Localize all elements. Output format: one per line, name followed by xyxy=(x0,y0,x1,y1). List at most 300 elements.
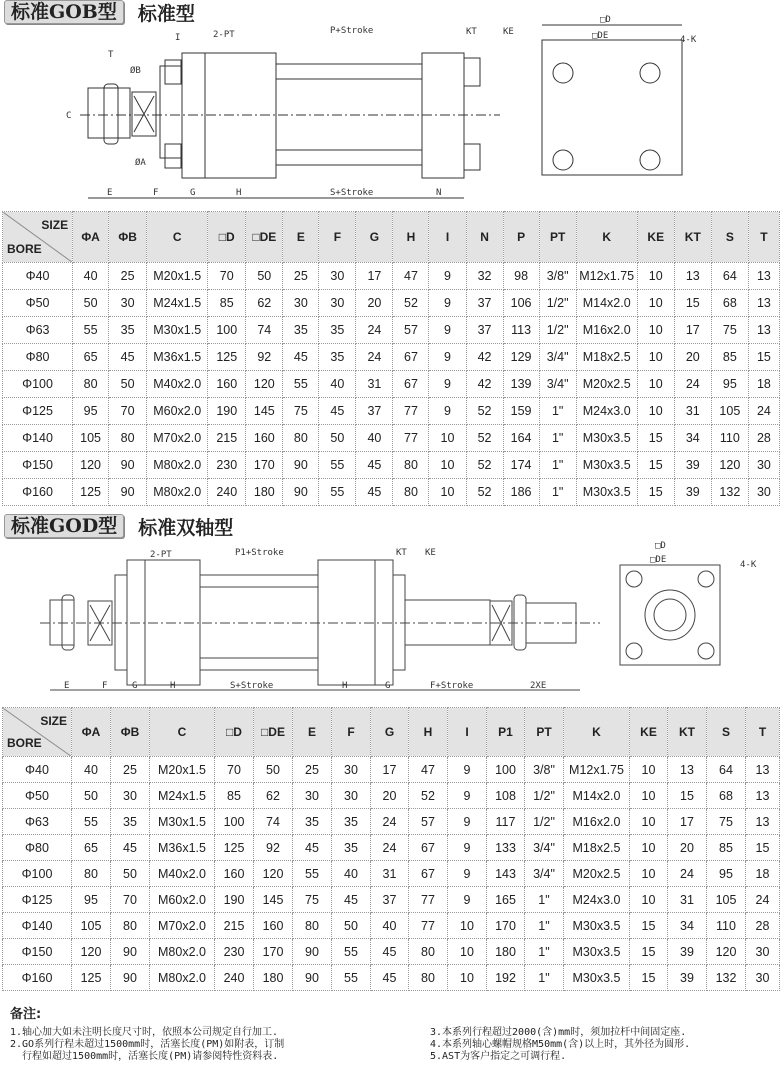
table-cell: 110 xyxy=(707,913,746,939)
table-cell: 75 xyxy=(707,809,746,835)
table-cell: 52 xyxy=(466,398,503,425)
label-2-pt: 2-PT xyxy=(150,550,172,560)
table-cell: 143 xyxy=(487,861,525,887)
table-cell: 80 xyxy=(409,965,448,991)
column-header: P1 xyxy=(487,708,525,757)
table-cell: 10 xyxy=(429,479,466,506)
column-header: T xyxy=(746,708,780,757)
table-cell: 35 xyxy=(109,317,147,344)
label-t: T xyxy=(108,50,114,60)
table-cell: 90 xyxy=(111,965,150,991)
table-cell: 105 xyxy=(73,425,109,452)
table-cell: M30x3.5 xyxy=(564,965,630,991)
table-cell: 30 xyxy=(319,263,356,290)
label-de: □DE xyxy=(650,555,667,565)
table-cell: 24 xyxy=(356,317,393,344)
table-cell: 125 xyxy=(73,479,109,506)
table-cell: 160 xyxy=(246,425,283,452)
column-header: □D xyxy=(208,212,246,263)
table-row xyxy=(3,913,780,939)
table-cell: 1" xyxy=(525,965,564,991)
table-cell: 39 xyxy=(668,939,707,965)
table-cell: 75 xyxy=(711,317,748,344)
table-cell: 15 xyxy=(746,835,780,861)
table-cell: 45 xyxy=(109,344,147,371)
column-header: H xyxy=(409,708,448,757)
header-row xyxy=(3,708,780,757)
label-s-stroke: S+Stroke xyxy=(230,681,274,691)
table-cell: 170 xyxy=(487,913,525,939)
note-line: 3.本系列行程超过2000(含)mm时，须加拉杆中间固定座. xyxy=(430,1027,687,1038)
table-cell: 34 xyxy=(668,913,707,939)
table-cell: 40 xyxy=(319,371,356,398)
label-g: G xyxy=(190,188,196,198)
table-cell: 10 xyxy=(637,371,674,398)
table-cell: 50 xyxy=(254,757,293,783)
label-i: I xyxy=(175,33,181,43)
table-cell: 52 xyxy=(466,452,503,479)
table-cell: 31 xyxy=(674,398,711,425)
table-cell: 9 xyxy=(429,263,466,290)
label-kt: KT xyxy=(396,548,407,558)
table-cell: 64 xyxy=(711,263,748,290)
table-cell: 39 xyxy=(668,965,707,991)
table-cell: 13 xyxy=(746,809,780,835)
table-cell: 1" xyxy=(539,398,576,425)
table-cell: 105 xyxy=(72,913,111,939)
table-cell: 90 xyxy=(293,965,332,991)
table-cell: 55 xyxy=(332,939,371,965)
table-cell: M36x1.5 xyxy=(147,344,208,371)
table-cell: 80 xyxy=(393,452,429,479)
table-cell: M18x2.5 xyxy=(564,835,630,861)
model-badge: 标准GOD型 xyxy=(4,514,124,538)
table-cell: M20x1.5 xyxy=(150,757,215,783)
table-row xyxy=(3,371,780,398)
table-cell: 15 xyxy=(748,344,779,371)
label-ke: KE xyxy=(503,27,514,37)
table-row xyxy=(3,783,780,809)
table-cell: 40 xyxy=(371,913,409,939)
table-cell: 50 xyxy=(72,783,111,809)
table-cell: 80 xyxy=(393,479,429,506)
table-cell: 164 xyxy=(503,425,539,452)
table-cell: 80 xyxy=(111,913,150,939)
table-cell: 9 xyxy=(429,344,466,371)
table-cell: 70 xyxy=(208,263,246,290)
table-cell: 40 xyxy=(356,425,393,452)
column-header: I xyxy=(448,708,487,757)
table-row xyxy=(3,263,780,290)
column-header: KE xyxy=(637,212,674,263)
table-cell: 55 xyxy=(293,861,332,887)
label-f: F xyxy=(153,188,159,198)
size-bore-header xyxy=(3,708,72,757)
table-cell: 68 xyxy=(711,290,748,317)
column-header: H xyxy=(393,212,429,263)
table-cell: 95 xyxy=(73,398,109,425)
table-cell: 10 xyxy=(637,317,674,344)
column-header: ΦA xyxy=(72,708,111,757)
model-title: 标准型 xyxy=(137,2,195,25)
table-cell: 20 xyxy=(371,783,409,809)
table-cell: 10 xyxy=(637,344,674,371)
table-cell: 95 xyxy=(72,887,111,913)
table-cell: 35 xyxy=(293,809,332,835)
table-row xyxy=(3,479,780,506)
table-cell: 15 xyxy=(637,452,674,479)
table-cell: 80 xyxy=(283,425,319,452)
table-cell: 92 xyxy=(254,835,293,861)
table-cell: 1" xyxy=(539,452,576,479)
header-row xyxy=(3,212,780,263)
table-cell: 47 xyxy=(393,263,429,290)
table-cell: 190 xyxy=(208,398,246,425)
column-header: C xyxy=(150,708,215,757)
table-cell: 35 xyxy=(319,344,356,371)
table-cell: 13 xyxy=(674,263,711,290)
table-cell: 90 xyxy=(109,452,147,479)
table-cell: 1" xyxy=(525,887,564,913)
table-cell: 10 xyxy=(448,939,487,965)
table-cell: 10 xyxy=(637,398,674,425)
table-cell: 25 xyxy=(111,757,150,783)
table-cell: 90 xyxy=(109,479,147,506)
table-cell: 24 xyxy=(746,887,780,913)
table-row xyxy=(3,452,780,479)
label-h: H xyxy=(170,681,176,691)
table-cell: 50 xyxy=(111,861,150,887)
table-cell: 10 xyxy=(448,913,487,939)
column-header: K xyxy=(564,708,630,757)
table-cell: 15 xyxy=(630,939,668,965)
table-cell: 10 xyxy=(429,452,466,479)
table-row xyxy=(3,861,780,887)
column-header: ΦB xyxy=(111,708,150,757)
table-cell: 80 xyxy=(73,371,109,398)
table-cell: 10 xyxy=(630,835,668,861)
table-cell: 37 xyxy=(466,290,503,317)
table-cell: 13 xyxy=(746,783,780,809)
label-p1-stroke: P1+Stroke xyxy=(235,548,284,558)
bore-cell: Φ40 xyxy=(3,263,73,290)
table-cell: 45 xyxy=(371,965,409,991)
table-cell: 62 xyxy=(246,290,283,317)
bore-cell: Φ40 xyxy=(3,757,72,783)
table-cell: 170 xyxy=(254,939,293,965)
column-header: PT xyxy=(525,708,564,757)
label-a: ØA xyxy=(135,158,146,168)
label-2-pt: 2-PT xyxy=(213,30,235,40)
column-header: T xyxy=(748,212,779,263)
table-cell: 85 xyxy=(215,783,254,809)
table-row xyxy=(3,887,780,913)
table-cell: 42 xyxy=(466,344,503,371)
table-cell: 1" xyxy=(539,479,576,506)
table-cell: M14x2.0 xyxy=(576,290,637,317)
table-cell: 160 xyxy=(208,371,246,398)
table-cell: 45 xyxy=(371,939,409,965)
notes xyxy=(10,1003,780,1062)
table-cell: 42 xyxy=(466,371,503,398)
table-cell: 35 xyxy=(111,809,150,835)
table-cell: 95 xyxy=(711,371,748,398)
size-label: SIZE xyxy=(41,218,69,232)
table-cell: 125 xyxy=(72,965,111,991)
table-cell: 40 xyxy=(72,757,111,783)
table-cell: 165 xyxy=(487,887,525,913)
table-cell: M24x3.0 xyxy=(564,887,630,913)
column-header: G xyxy=(371,708,409,757)
table-cell: M80x2.0 xyxy=(150,965,215,991)
table-cell: 180 xyxy=(487,939,525,965)
table-cell: 37 xyxy=(356,398,393,425)
table-cell: 120 xyxy=(246,371,283,398)
bore-cell: Φ140 xyxy=(3,425,73,452)
table-cell: 105 xyxy=(711,398,748,425)
label-de: □DE xyxy=(592,31,609,41)
table-cell: 230 xyxy=(215,939,254,965)
table-cell: M24x3.0 xyxy=(576,398,637,425)
table-cell: 50 xyxy=(332,913,371,939)
table-cell: 45 xyxy=(293,835,332,861)
table-cell: 1/2" xyxy=(539,290,576,317)
table-cell: M30x3.5 xyxy=(576,479,637,506)
table-cell: M20x2.5 xyxy=(564,861,630,887)
table-cell: 77 xyxy=(409,887,448,913)
table-cell: 1" xyxy=(525,939,564,965)
table-cell: 100 xyxy=(208,317,246,344)
label-ke: KE xyxy=(425,548,436,558)
table-cell: 192 xyxy=(487,965,525,991)
table-cell: 57 xyxy=(409,809,448,835)
bore-cell: Φ80 xyxy=(3,835,72,861)
table-cell: 40 xyxy=(73,263,109,290)
gob-dimension-table xyxy=(2,211,780,506)
note-line: 5.AST为客户指定之可调行程. xyxy=(430,1051,567,1062)
table-cell: 52 xyxy=(466,425,503,452)
table-row xyxy=(3,835,780,861)
table-cell: 117 xyxy=(487,809,525,835)
table-cell: 68 xyxy=(707,783,746,809)
column-header: N xyxy=(466,212,503,263)
table-cell: 30 xyxy=(746,939,780,965)
table-cell: 3/8" xyxy=(539,263,576,290)
table-cell: 1/2" xyxy=(539,317,576,344)
table-row xyxy=(3,939,780,965)
table-cell: 90 xyxy=(283,479,319,506)
table-cell: M16x2.0 xyxy=(576,317,637,344)
label-g2: G xyxy=(385,681,391,691)
column-header: S xyxy=(711,212,748,263)
table-cell: 9 xyxy=(448,887,487,913)
note-line: 4.本系列轴心螺帽规格M50mm(含)以上时，其外径为圆形. xyxy=(430,1039,691,1050)
label-2xe: 2XE xyxy=(530,681,547,691)
size-bore-header xyxy=(3,212,73,263)
table-cell: 125 xyxy=(215,835,254,861)
table-cell: 9 xyxy=(448,861,487,887)
column-header: KT xyxy=(674,212,711,263)
bore-cell: Φ140 xyxy=(3,913,72,939)
column-header: □D xyxy=(215,708,254,757)
table-cell: 30 xyxy=(283,290,319,317)
table-cell: 15 xyxy=(668,783,707,809)
table-cell: 186 xyxy=(503,479,539,506)
table-cell: 25 xyxy=(283,263,319,290)
table-cell: 9 xyxy=(448,835,487,861)
table-cell: M36x1.5 xyxy=(150,835,215,861)
label-f: F xyxy=(102,681,108,691)
table-cell: 55 xyxy=(72,809,111,835)
table-cell: 67 xyxy=(393,371,429,398)
table-cell: M70x2.0 xyxy=(147,425,208,452)
bore-cell: Φ100 xyxy=(3,861,72,887)
table-row xyxy=(3,809,780,835)
god-dimension-table xyxy=(2,707,780,991)
table-cell: 230 xyxy=(208,452,246,479)
label-h2: H xyxy=(342,681,348,691)
table-cell: 25 xyxy=(109,263,147,290)
table-cell: 1" xyxy=(525,913,564,939)
table-row xyxy=(3,290,780,317)
table-cell: 190 xyxy=(215,887,254,913)
table-cell: 40 xyxy=(332,861,371,887)
label-s-stroke: S+Stroke xyxy=(330,188,374,198)
table-cell: 10 xyxy=(448,965,487,991)
table-cell: 55 xyxy=(332,965,371,991)
table-cell: 170 xyxy=(246,452,283,479)
table-cell: 120 xyxy=(711,452,748,479)
table-cell: 45 xyxy=(356,452,393,479)
table-cell: 145 xyxy=(254,887,293,913)
bore-cell: Φ63 xyxy=(3,809,72,835)
table-cell: 9 xyxy=(448,783,487,809)
table-cell: 30 xyxy=(332,757,371,783)
table-cell: 50 xyxy=(109,371,147,398)
table-cell: 64 xyxy=(707,757,746,783)
god-drawing xyxy=(0,535,780,705)
bore-cell: Φ160 xyxy=(3,479,73,506)
table-cell: 37 xyxy=(371,887,409,913)
table-cell: 30 xyxy=(111,783,150,809)
gob-drawing xyxy=(0,0,780,210)
table-cell: 174 xyxy=(503,452,539,479)
table-cell: 55 xyxy=(283,371,319,398)
table-cell: M40x2.0 xyxy=(147,371,208,398)
table-cell: 45 xyxy=(356,479,393,506)
bore-cell: Φ150 xyxy=(3,452,73,479)
table-cell: 120 xyxy=(72,939,111,965)
table-cell: 28 xyxy=(748,425,779,452)
table-cell: 132 xyxy=(711,479,748,506)
table-cell: 125 xyxy=(208,344,246,371)
table-cell: 10 xyxy=(637,290,674,317)
table-cell: 74 xyxy=(254,809,293,835)
table-cell: 55 xyxy=(319,479,356,506)
bore-cell: Φ125 xyxy=(3,887,72,913)
table-cell: 80 xyxy=(409,939,448,965)
table-cell: 3/4" xyxy=(539,371,576,398)
bore-cell: Φ100 xyxy=(3,371,73,398)
table-cell: 45 xyxy=(319,398,356,425)
table-cell: 9 xyxy=(429,371,466,398)
table-cell: 13 xyxy=(748,317,779,344)
label-k: 4-K xyxy=(680,35,697,45)
table-cell: 62 xyxy=(254,783,293,809)
label-k: 4-K xyxy=(740,560,757,570)
notes-right xyxy=(430,1027,690,1063)
label-g: G xyxy=(132,681,138,691)
table-cell: 13 xyxy=(746,757,780,783)
column-header: C xyxy=(147,212,208,263)
bore-cell: Φ150 xyxy=(3,939,72,965)
table-cell: 30 xyxy=(319,290,356,317)
table-cell: 15 xyxy=(630,913,668,939)
table-cell: 15 xyxy=(630,965,668,991)
size-label: SIZE xyxy=(40,714,67,728)
table-cell: 20 xyxy=(356,290,393,317)
table-cell: 65 xyxy=(73,344,109,371)
table-cell: 15 xyxy=(674,290,711,317)
table-cell: M18x2.5 xyxy=(576,344,637,371)
table-cell: 28 xyxy=(746,913,780,939)
table-cell: 65 xyxy=(72,835,111,861)
table-cell: 30 xyxy=(748,452,779,479)
table-cell: 24 xyxy=(356,344,393,371)
table-cell: M30x3.5 xyxy=(564,939,630,965)
table-cell: 85 xyxy=(707,835,746,861)
table-cell: M20x1.5 xyxy=(147,263,208,290)
label-d: □D xyxy=(655,541,666,551)
table-cell: 55 xyxy=(73,317,109,344)
table-cell: 31 xyxy=(371,861,409,887)
table-cell: 10 xyxy=(630,887,668,913)
table-cell: M60x2.0 xyxy=(150,887,215,913)
table-cell: 1" xyxy=(539,425,576,452)
table-cell: 20 xyxy=(674,344,711,371)
table-cell: 77 xyxy=(393,425,429,452)
table-cell: M24x1.5 xyxy=(147,290,208,317)
table-cell: 80 xyxy=(72,861,111,887)
table-cell: 240 xyxy=(208,479,246,506)
table-cell: 30 xyxy=(332,783,371,809)
table-row xyxy=(3,965,780,991)
notes-left xyxy=(10,1027,284,1063)
table-cell: 45 xyxy=(283,344,319,371)
column-header: ΦB xyxy=(109,212,147,263)
table-cell: 35 xyxy=(283,317,319,344)
label-p-stroke: P+Stroke xyxy=(330,26,374,36)
label-n: N xyxy=(436,188,442,198)
table-cell: 160 xyxy=(254,913,293,939)
column-header: ΦA xyxy=(73,212,109,263)
table-cell: 240 xyxy=(215,965,254,991)
note-line: 1.轴心加大如未注明长度尺寸时，依照本公司规定自行加工. xyxy=(10,1027,279,1038)
table-cell: M30x3.5 xyxy=(576,425,637,452)
label-f-stroke: F+Stroke xyxy=(430,681,474,691)
table-cell: 106 xyxy=(503,290,539,317)
column-header: E xyxy=(283,212,319,263)
table-cell: M60x2.0 xyxy=(147,398,208,425)
label-b: ØB xyxy=(130,66,141,76)
table-cell: 52 xyxy=(409,783,448,809)
table-cell: M30x3.5 xyxy=(564,913,630,939)
table-cell: M30x1.5 xyxy=(150,809,215,835)
table-cell: 80 xyxy=(109,425,147,452)
table-cell: 30 xyxy=(109,290,147,317)
table-cell: 67 xyxy=(409,835,448,861)
table-cell: 120 xyxy=(707,939,746,965)
